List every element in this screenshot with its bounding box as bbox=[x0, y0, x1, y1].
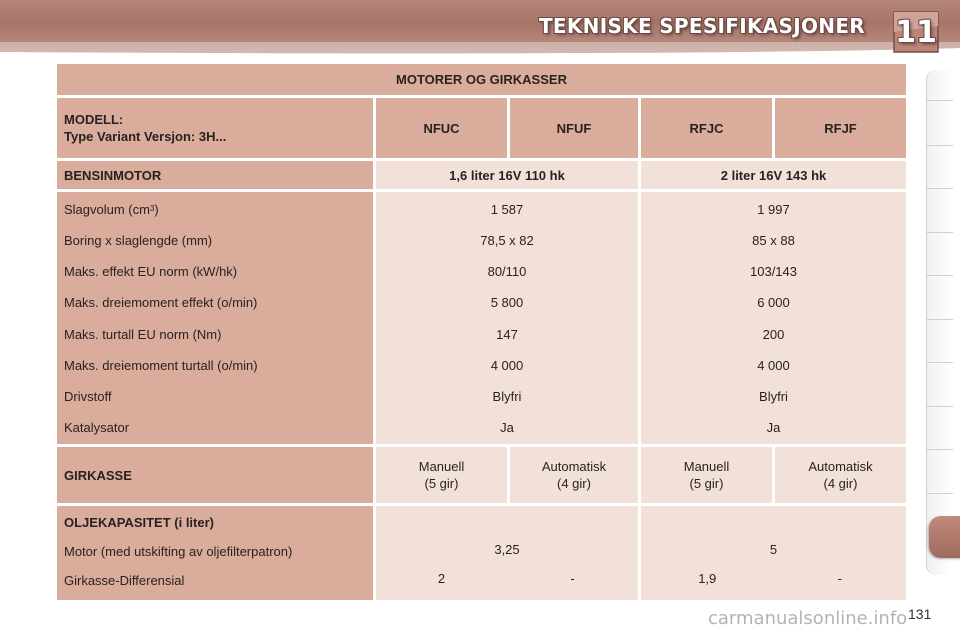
model-nfuc: NFUC bbox=[376, 98, 507, 158]
oil-values-2-0 bbox=[641, 506, 906, 600]
spec-value: 1 997 bbox=[757, 201, 790, 217]
spec-value: 147 bbox=[496, 326, 518, 342]
section-title: MOTORER OG GIRKASSER bbox=[57, 64, 906, 95]
oil-gearbox-values bbox=[641, 571, 906, 586]
gearbox-type: Manuell bbox=[683, 459, 730, 474]
gearbox-type: Automatisk bbox=[808, 459, 873, 474]
oil-spacer bbox=[641, 515, 906, 528]
model-label-line2: Type Variant Versjon: 3H... bbox=[64, 129, 227, 144]
oil-gearbox-rfjf: - bbox=[837, 571, 842, 586]
spec-label-max-power: Maks. effekt EU norm (kW/hk) bbox=[64, 264, 238, 280]
gearbox-type: Manuell bbox=[418, 459, 465, 474]
oil-labels bbox=[57, 506, 373, 600]
spec-labels bbox=[57, 192, 373, 444]
gearbox-rfjc bbox=[641, 447, 772, 503]
engine-label: BENSINMOTOR bbox=[57, 161, 373, 189]
spec-value: Blyfri bbox=[492, 389, 522, 405]
spec-value: Blyfri bbox=[759, 389, 788, 405]
spec-label-catalyst: Katalysator bbox=[64, 420, 130, 436]
page-title: TEKNISKE SPESIFIKASJONER bbox=[538, 14, 865, 38]
spec-label-torque-rpm: Maks. dreiemoment turtall (o/min) bbox=[64, 357, 258, 373]
gearbox-nfuc bbox=[376, 447, 507, 503]
oil-gearbox-rfjc: 1,9 bbox=[698, 571, 717, 586]
spec-label-fuel: Drivstoff bbox=[64, 389, 112, 405]
spec-value: Ja bbox=[766, 420, 781, 436]
oil-label-engine: Motor (med utskifting av oljefilterpatron) bbox=[64, 544, 293, 559]
gearbox-gears: (4 gir) bbox=[823, 476, 858, 491]
spec-value: 5 800 bbox=[490, 295, 524, 311]
chapter-side-tabs bbox=[926, 70, 953, 575]
gearbox-label: GIRKASSE bbox=[57, 447, 373, 503]
spec-label-displacement: Slagvolum (cm 3 ) bbox=[64, 201, 159, 217]
spec-value: 80/110 bbox=[487, 264, 527, 280]
spec-value: Ja bbox=[500, 420, 514, 436]
gearbox-gears: (4 gir) bbox=[557, 476, 591, 491]
gearbox-type: Automatisk bbox=[541, 459, 607, 474]
model-nfuf: NFUF bbox=[510, 98, 638, 158]
spec-values-2-0 bbox=[641, 192, 906, 444]
gearbox-gears: (5 gir) bbox=[424, 476, 459, 491]
spec-label-power-rpm: Maks. dreiemoment effekt (o/min) bbox=[64, 295, 258, 311]
side-tab-chapter-11[interactable] bbox=[929, 516, 960, 558]
header-curve bbox=[0, 42, 960, 62]
gearbox-rfjf bbox=[775, 447, 906, 503]
oil-engine-value: 3,25 bbox=[494, 542, 520, 557]
watermark: carmanualsonline.info bbox=[708, 608, 908, 629]
spec-value: 4 000 bbox=[757, 357, 790, 373]
spec-value: 78,5 x 82 bbox=[480, 232, 534, 248]
model-rfjf: RFJF bbox=[775, 98, 906, 158]
model-label-line1: MODELL: bbox=[64, 112, 124, 127]
page-number: 131 bbox=[908, 606, 932, 622]
spec-table bbox=[57, 64, 904, 604]
spec-value: 103/143 bbox=[750, 264, 797, 280]
spec-label-bore-stroke: Boring x slaglengde (mm) bbox=[64, 232, 213, 248]
spec-value: 6 000 bbox=[757, 295, 790, 311]
spec-values-1-6 bbox=[376, 192, 638, 444]
oil-capacity-label: OLJEKAPASITET (i liter) bbox=[64, 515, 214, 530]
gearbox-gears: (5 gir) bbox=[689, 476, 724, 491]
spec-label-max-torque: Maks. turtall EU norm (Nm) bbox=[64, 326, 222, 342]
model-label-cell bbox=[57, 98, 373, 158]
model-rfjc: RFJC bbox=[641, 98, 772, 158]
engine-1-6: 1,6 liter 16V 110 hk bbox=[376, 161, 638, 189]
oil-gearbox-nfuf: - bbox=[570, 571, 575, 586]
oil-gearbox-nfuc: 2 bbox=[437, 571, 446, 586]
oil-spacer bbox=[376, 515, 638, 528]
spec-value: 4 000 bbox=[490, 357, 524, 373]
spec-value: 200 bbox=[762, 326, 785, 342]
chapter-number: 11 bbox=[895, 14, 937, 50]
oil-label-gearbox: Girkasse-Differensial bbox=[64, 573, 185, 588]
engine-2-0: 2 liter 16V 143 hk bbox=[641, 161, 906, 189]
spec-value: 1 587 bbox=[490, 201, 524, 217]
spec-value: 85 x 88 bbox=[752, 232, 795, 248]
oil-gearbox-values bbox=[376, 571, 638, 586]
oil-values-1-6 bbox=[376, 506, 638, 600]
oil-engine-value: 5 bbox=[769, 542, 778, 557]
gearbox-nfuf bbox=[510, 447, 638, 503]
chapter-badge bbox=[888, 8, 944, 56]
